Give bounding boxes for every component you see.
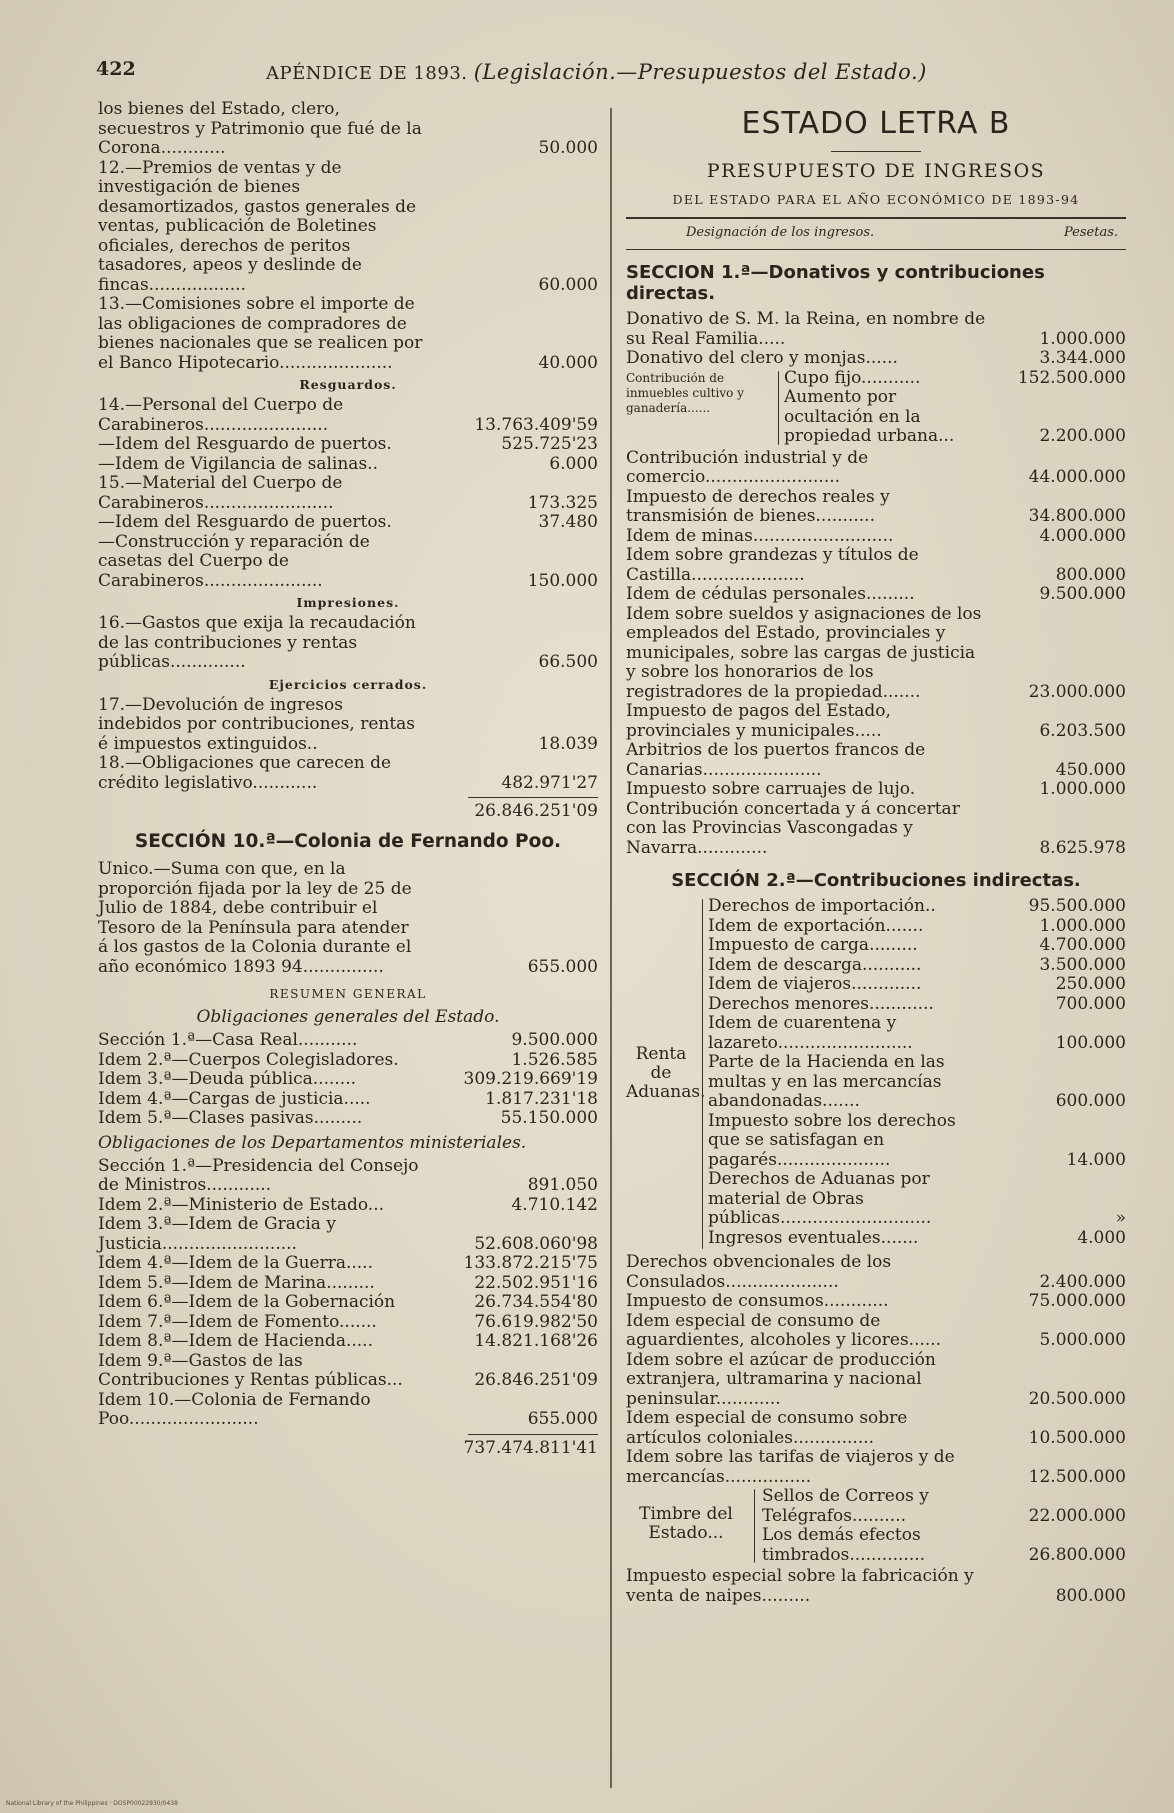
entry-amount: 26.734.554'80 [474, 1292, 598, 1312]
ledger-entry [98, 1031, 598, 1051]
entry-amount: 450.000 [1055, 759, 1126, 780]
items-c [98, 614, 598, 673]
ledger-entry [626, 585, 1126, 605]
entry-amount: 2.400.000 [1039, 1271, 1126, 1292]
entry-amount: 4.000 [1077, 1227, 1126, 1248]
entry-text: —Idem de Vigilancia de salinas.. [98, 453, 378, 474]
entry-text: Idem 2.ª—Cuerpos Colegisladores. [98, 1049, 399, 1070]
ledger-entry [98, 435, 598, 455]
ledger-entry [784, 388, 1126, 447]
items-a [98, 100, 598, 373]
estado-title: ESTADO LETRA B [741, 106, 1011, 141]
entry-amount: 1.000.000 [1039, 915, 1126, 936]
entry-text: Derechos de Aduanas por material de Obras públicas............................ [708, 1169, 932, 1228]
ledger-entry [98, 1090, 598, 1110]
entry-text: Idem de minas.......................... [626, 525, 894, 546]
entry-amount: 1.000.000 [1039, 779, 1126, 799]
entry-text: Arbitrios de los puertos francos de Canarias...................... [626, 740, 926, 780]
entry-text: Impuesto sobre los derechos que se satisfagan en pagarés..................... [708, 1110, 956, 1170]
sec1-a-list [626, 310, 1126, 369]
entry-amount: 100.000 [1055, 1032, 1126, 1053]
entry-text: Idem especial de consumo de aguardientes, alcoholes y licores...... [626, 1310, 942, 1350]
entry-amount: 655.000 [527, 956, 598, 977]
entry-amount: 23.000.000 [1028, 681, 1126, 702]
entry-text: Impuesto sobre carruajes de lujo. [626, 779, 916, 799]
ledger-entry [708, 956, 1126, 976]
renta-group [626, 897, 1126, 1253]
ledger-entry [708, 995, 1126, 1015]
entry-text: 13.—Comisiones sobre el importe de las obligaciones de compradores de bienes nacionales que se realicen por el Banco Hipotecario..................... [98, 294, 423, 373]
timbre-items [762, 1487, 1126, 1565]
entry-amount: 9.500.000 [1039, 584, 1126, 604]
entry-text: los bienes del Estado, clero, secuestros y Patrimonio que fué de la Corona............ [98, 99, 422, 158]
entry-text: 15.—Material del Cuerpo de Carabineros........................ [98, 473, 343, 513]
entry-amount: 5.000.000 [1039, 1330, 1126, 1350]
timbre-group [626, 1487, 1126, 1567]
entry-amount: 1.817.231'18 [485, 1088, 598, 1109]
oblig-generales-list [98, 1031, 598, 1129]
unico-item [98, 860, 598, 977]
entry-amount: 1.526.585 [511, 1049, 598, 1070]
ledger-entry [708, 936, 1126, 956]
ledger-entry [98, 100, 598, 159]
entry-amount: 3.500.000 [1039, 954, 1126, 975]
entry-amount: 250.000 [1055, 974, 1126, 994]
entry-text: Sellos de Correos y Telégrafos.......... [762, 1486, 929, 1526]
ledger-entry [626, 1312, 1126, 1351]
ledger-entry [708, 917, 1126, 937]
resumen-title: RESUMEN GENERAL [269, 987, 427, 1001]
entry-amount: 14.821.168'26 [474, 1331, 598, 1351]
entry-amount: 52.608.060'98 [474, 1233, 598, 1254]
ledger-entry [98, 1254, 598, 1274]
entry-text: 12.—Premios de ventas y de investigación de bienes desamortizados, gastos generales de ventas, publicación de Boletines oficiales, derechos de peritos tasadores, apeos y deslinde de fincas.................. [98, 157, 417, 295]
entry-text: 16.—Gastos que exija la recaudación de las contribuciones y rentas públicas.............. [98, 613, 416, 672]
entry-text: Idem 5.ª—Clases pasivas......... [98, 1108, 363, 1128]
section-10-title: SECCIÓN 10.ª—Colonia de Fernando Poo. [134, 831, 562, 852]
ledger-entry [626, 1351, 1126, 1410]
entry-text: Impuesto de consumos............ [626, 1291, 889, 1311]
ledger-entry [626, 449, 1126, 488]
ledger-entry [98, 396, 598, 435]
running-title: APÉNDICE DE 1893. (Legislación.—Presupuestos del Estado.) [266, 60, 927, 84]
ledger-entry [98, 1196, 598, 1216]
renta-items [708, 897, 1126, 1248]
contribucion-label: Contribución de inmuebles cultivo y ganadería...... [626, 370, 744, 415]
timbre-bracket [754, 1489, 755, 1563]
entry-text: Idem 8.ª—Idem de Hacienda..... [98, 1331, 373, 1351]
entry-text: Donativo del clero y monjas...... [626, 348, 898, 368]
entry-amount: 14.000 [1066, 1149, 1126, 1170]
entry-text: Impuesto de pagos del Estado, provinciales y municipales..... [626, 701, 891, 741]
ledger-entry [626, 780, 1126, 800]
entry-amount: 40.000 [538, 352, 598, 373]
entry-text: Sección 1.ª—Casa Real........... [98, 1030, 358, 1050]
items-d [98, 696, 598, 794]
entry-amount: 655.000 [527, 1409, 598, 1429]
entry-amount: 26.800.000 [1028, 1544, 1126, 1565]
entry-amount: 18.039 [538, 733, 598, 754]
heading-impresiones: Impresiones. [296, 595, 400, 610]
entry-text: Sección 1.ª—Presidencia del Consejo de Ministros............ [98, 1155, 419, 1195]
renta-bracket [702, 899, 703, 1249]
ledger-entry [708, 975, 1126, 995]
ledger-entry [98, 455, 598, 475]
ledger-entry [708, 1170, 1126, 1229]
entry-text: Impuesto especial sobre la fabricación y venta de naipes......... [626, 1566, 974, 1606]
entry-text: Idem de exportación....... [708, 915, 924, 936]
ledger-entry [784, 369, 1126, 389]
entry-text: Idem sobre grandezas y títulos de Castilla..................... [626, 545, 919, 585]
entry-amount: 4.000.000 [1039, 525, 1126, 546]
sec2-b-list [626, 1253, 1126, 1487]
footer-credit: National Library of the Philippines · DOSP00022930/0438 [6, 1800, 178, 1807]
entry-amount: 76.619.982'50 [474, 1311, 598, 1332]
entry-amount: 800.000 [1055, 564, 1126, 585]
entry-amount: 20.500.000 [1028, 1388, 1126, 1409]
entry-text: Idem 9.ª—Gastos de las Contribuciones y Rentas públicas... [98, 1350, 403, 1390]
entry-text: Idem especial de consumo sobre artículos coloniales............... [626, 1408, 908, 1448]
entry-amount: 95.500.000 [1028, 896, 1126, 916]
entry-amount: 44.000.000 [1028, 467, 1126, 487]
header-rule [626, 217, 1126, 219]
col-designacion: Designación de los ingresos. [686, 225, 875, 240]
column-headings [626, 225, 1126, 247]
entry-text: —Idem del Resguardo de puertos. [98, 512, 392, 532]
ledger-entry [708, 1112, 1126, 1171]
ledger-entry [98, 1215, 598, 1254]
entry-amount: 3.344.000 [1039, 348, 1126, 368]
section-2-title: SECCIÓN 2.ª—Contribuciones indirectas. [671, 870, 1081, 891]
column-divider [610, 108, 612, 1788]
entry-text: Idem de descarga........... [708, 954, 922, 975]
entry-text: Cupo fijo........... [784, 367, 921, 388]
ledger-entry [98, 1109, 598, 1129]
contribucion-bracket [778, 371, 779, 445]
ledger-entry [98, 295, 598, 373]
presupuesto-subtitle2: DEL ESTADO PARA EL AÑO ECONÓMICO DE 1893-94 [672, 192, 1080, 207]
entry-text: Idem 2.ª—Ministerio de Estado... [98, 1194, 385, 1215]
ledger-entry [626, 546, 1126, 585]
entry-amount: 22.502.951'16 [474, 1272, 598, 1293]
entry-text: Derechos de importación.. [708, 896, 936, 916]
entry-text: Idem sobre el azúcar de producción extranjera, ultramarina y nacional peninsular............ [626, 1349, 936, 1409]
ledger-entry [626, 349, 1126, 369]
entry-amount: 50.000 [538, 138, 598, 158]
contribucion-items [784, 369, 1126, 447]
page-number: 422 [96, 58, 136, 80]
entry-amount: 4.700.000 [1039, 935, 1126, 955]
entry-amount: 66.500 [538, 652, 598, 672]
entry-amount: 13.763.409'59 [474, 414, 598, 435]
ledger-entry [626, 702, 1126, 741]
entry-text: 17.—Devolución de ingresos indebidos por contribuciones, rentas é impuestos extinguidos.. [98, 694, 416, 754]
ledger-entry [626, 605, 1126, 703]
entry-amount: 12.500.000 [1028, 1466, 1126, 1487]
right-column [626, 100, 1126, 1606]
entry-text: Ingresos eventuales....... [708, 1227, 919, 1248]
entry-text: Idem de viajeros............. [708, 974, 922, 994]
entry-text: Impuesto de carga......... [708, 935, 918, 955]
ledger-entry [626, 527, 1126, 547]
entry-text: Idem de cuarentena y lazareto......................... [708, 1013, 913, 1053]
entry-amount: 2.200.000 [1039, 426, 1126, 446]
entry-text: —Idem del Resguardo de puertos. [98, 434, 392, 454]
entry-text: Idem 3.ª—Idem de Gracia y Justicia......................... [98, 1214, 336, 1254]
ledger-entry [98, 1070, 598, 1090]
entry-amount: 4.710.142 [511, 1194, 598, 1215]
ledger-entry [626, 1448, 1126, 1487]
ledger-entry [98, 1157, 598, 1196]
entry-text: Contribución concertada y á concertar con las Provincias Vascongadas y Navarra............. [626, 798, 960, 858]
contribucion-group [626, 369, 1126, 449]
renta-label: Renta de Aduanas. [626, 1044, 706, 1102]
entry-text: Contribución industrial y de comercio......................... [626, 447, 869, 487]
ledger-entry [98, 1332, 598, 1352]
entry-amount: 1.000.000 [1039, 328, 1126, 349]
entry-amount: 482.971'27 [501, 772, 598, 793]
entry-text: Idem 4.ª—Cargas de justicia..... [98, 1088, 371, 1109]
ledger-entry [98, 1293, 598, 1313]
timbre-label: Timbre del Estado... [639, 1504, 733, 1543]
ledger-entry [626, 800, 1126, 859]
ledger-entry [98, 159, 598, 296]
ledger-entry [626, 1409, 1126, 1448]
entry-text: Idem 7.ª—Idem de Fomento....... [98, 1311, 377, 1332]
title-rule [831, 151, 921, 152]
entry-amount: 37.480 [538, 512, 598, 532]
subtotal: 26.846.251'09 [474, 801, 598, 821]
entry-amount: 173.325 [527, 492, 598, 513]
entry-amount: 800.000 [1055, 1585, 1126, 1606]
ledger-entry [708, 1014, 1126, 1053]
sec2-c-list [626, 1567, 1126, 1606]
ledger-entry [762, 1487, 1126, 1526]
ledger-entry [626, 741, 1126, 780]
entry-text: Derechos menores............ [708, 993, 934, 1014]
entry-amount: 34.800.000 [1028, 506, 1126, 526]
entry-text: Donativo de S. M. la Reina, en nombre de su Real Familia..... [626, 309, 986, 349]
entry-text: 14.—Personal del Cuerpo de Carabineros....................... [98, 395, 344, 435]
entry-text: 18.—Obligaciones que carecen de crédito legislativo............ [98, 753, 392, 793]
heading-ejercicios: Ejercicios cerrados. [268, 676, 428, 692]
ledger-entry [708, 897, 1126, 917]
section-1-title: SECCION 1.ª—Donativos y contribuciones directas. [626, 262, 1045, 304]
entry-text: —Construcción y reparación de casetas del Cuerpo de Carabineros...................... [98, 531, 370, 591]
entry-amount: 10.500.000 [1028, 1427, 1126, 1448]
ledger-entry [708, 1053, 1126, 1112]
entry-text: Parte de la Hacienda en las multas y en las mercancías abandonadas....... [708, 1052, 945, 1111]
entry-text: Idem sobre sueldos y asignaciones de los empleados del Estado, provinciales y municipales, sobre las cargas de justicia y sobre los honorarios de los registradores de la propiedad....... [626, 603, 982, 702]
ledger-entry [626, 1567, 1126, 1606]
running-header [88, 58, 1118, 88]
entry-amount: 75.000.000 [1028, 1291, 1126, 1311]
entry-text: Unico.—Suma con que, en la proporción fijada por la ley de 25 de Julio de 1884, debe contribuir el Tesoro de la Península para atender á los gastos de la Colonia durante el año económico 1893 94............... [98, 859, 412, 977]
entry-amount: 152.500.000 [1017, 367, 1126, 388]
presupuesto-subtitle: PRESUPUESTO DE INGRESOS [706, 160, 1046, 182]
entry-amount: 600.000 [1055, 1091, 1126, 1111]
ledger-entry [626, 310, 1126, 349]
ledger-entry [98, 1352, 598, 1391]
entry-amount: 891.050 [527, 1175, 598, 1195]
entry-amount: » [1115, 1208, 1126, 1228]
ledger-entry [98, 1313, 598, 1333]
entry-text: Idem 3.ª—Deuda pública........ [98, 1069, 357, 1089]
entry-text: Idem sobre las tarifas de viajeros y de mercancías................ [626, 1447, 955, 1487]
entry-text: Idem 5.ª—Idem de Marina......... [98, 1272, 375, 1293]
heading-resguardos: Resguardos. [299, 377, 397, 392]
entry-amount: 55.150.000 [500, 1108, 598, 1128]
ledger-entry [98, 513, 598, 533]
entry-text: Derechos obvencionales de los Consulados..................... [626, 1252, 892, 1292]
ledger-entry [98, 696, 598, 755]
entry-amount: 9.500.000 [511, 1030, 598, 1050]
ledger-entry [98, 533, 598, 592]
entry-text: Idem de cédulas personales......... [626, 584, 915, 604]
entry-amount: 150.000 [527, 570, 598, 591]
entry-amount: 60.000 [538, 274, 598, 295]
ledger-entry [98, 1051, 598, 1071]
ledger-entry [708, 1229, 1126, 1249]
entry-text: Aumento por ocultación en la propiedad urbana... [784, 387, 955, 446]
entry-amount: 22.000.000 [1028, 1505, 1126, 1526]
entry-amount: 309.219.669'19 [463, 1069, 598, 1089]
ledger-entry [626, 1253, 1126, 1292]
ledger-entry [98, 614, 598, 673]
entry-amount: 525.725'23 [501, 434, 598, 454]
oblig-dept-list [98, 1157, 598, 1430]
entry-text: Idem 4.ª—Idem de la Guerra..... [98, 1253, 373, 1273]
entry-amount: 6.000 [549, 453, 598, 474]
oblig-dept-title: Obligaciones de los Departamentos ministeriales. [98, 1132, 527, 1153]
entry-text: Los demás efectos timbrados.............. [762, 1525, 926, 1565]
entry-amount: 6.203.500 [1039, 720, 1126, 741]
entry-text: Idem 10.—Colonia de Fernando Poo........................ [98, 1389, 371, 1429]
entry-amount: 26.846.251'09 [474, 1370, 598, 1390]
grand-total: 737.474.811'41 [463, 1437, 598, 1458]
column-heading-rule [626, 249, 1126, 250]
ledger-entry [98, 1391, 598, 1430]
entry-amount: 700.000 [1055, 993, 1126, 1014]
ledger-entry [626, 488, 1126, 527]
entry-amount: 133.872.215'75 [463, 1253, 598, 1273]
items-b [98, 396, 598, 591]
left-column [98, 100, 598, 1458]
ledger-entry [98, 1274, 598, 1294]
ledger-entry [98, 860, 598, 977]
entry-amount: 8.625.978 [1039, 837, 1126, 858]
ledger-entry [98, 474, 598, 513]
col-pesetas: Pesetas. [1064, 225, 1118, 240]
entry-text: Impuesto de derechos reales y transmisión de bienes........... [626, 486, 890, 526]
entry-text: Idem 6.ª—Idem de la Gobernación [98, 1292, 396, 1312]
oblig-generales-title: Obligaciones generales del Estado. [196, 1007, 500, 1027]
ledger-entry [626, 1292, 1126, 1312]
ledger-entry [762, 1526, 1126, 1565]
ledger-entry [98, 754, 598, 793]
sec1-b-list [626, 449, 1126, 859]
